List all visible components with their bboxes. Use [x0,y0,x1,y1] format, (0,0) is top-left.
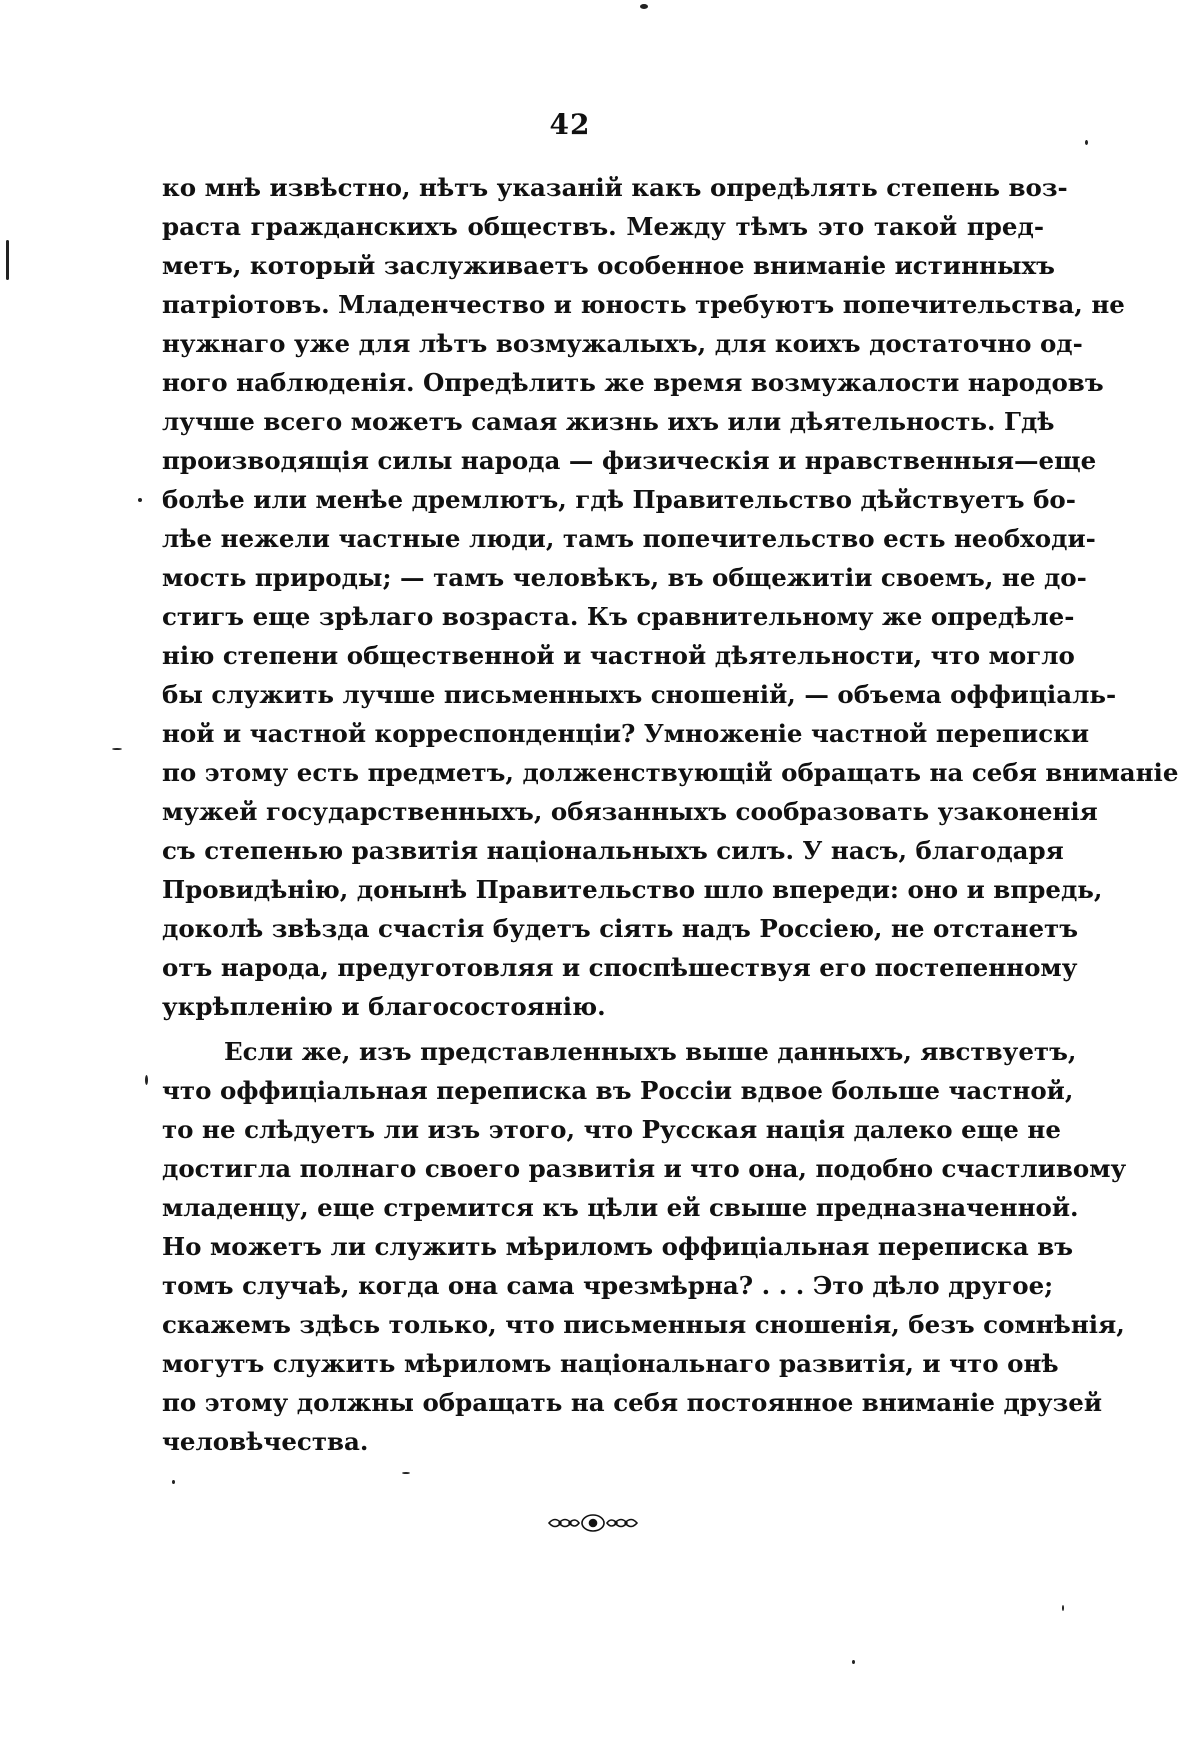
text-line: ной и частной корреспонденціи? Умноженіе частной переписки [162,719,1090,748]
text-line: то не слѣдуетъ ли изъ этого, что Русская нація далеко еще не [162,1115,1061,1144]
text-line: томъ случаѣ, когда она сама чрезмѣрна? . . . Это дѣло другое; [162,1271,1054,1300]
ink-speck [145,1075,148,1085]
text-line: метъ, который заслуживаетъ особенное вниманіе истинныхъ [162,251,1055,280]
text-line: лѣе нежели частные люди, тамъ попечительство есть необходи- [162,524,1096,553]
text-line: нію степени общественной и частной дѣятельности, что могло [162,641,1075,670]
text-line: мужей государственныхъ, обязанныхъ сообразовать узаконенія [162,797,1098,826]
text-line: что оффиціальная переписка въ Россіи вдвое больше частной, [162,1076,1074,1105]
ink-speck [852,1660,855,1664]
text-line: человѣчества. [162,1427,369,1456]
ink-speck [112,748,122,750]
text-line: патріотовъ. Младенчество и юность требуютъ попечительства, не [162,290,1125,319]
text-line: младенцу, еще стремится къ цѣли ей свыше предназначенной. [162,1193,1079,1222]
body-text [162,168,1178,1461]
ink-speck [1062,1605,1064,1611]
floral-ornament-icon [545,1510,641,1536]
ink-speck [1085,140,1088,145]
text-line: лучше всего можетъ самая жизнь ихъ или дѣятельность. Гдѣ [162,407,1055,436]
text-line: ко мнѣ извѣстно, нѣтъ указаній какъ опредѣлять степень воз- [162,173,1068,202]
text-line: могутъ служить мѣриломъ національнаго развитія, и что онѣ [162,1349,1059,1378]
ink-speck [138,498,142,502]
text-line: скажемъ здѣсь только, что письменныя сношенія, безъ сомнѣнія, [162,1310,1125,1339]
text-line: достигла полнаго своего развитія и что она, подобно счастливому [162,1154,1127,1183]
text-line: стигъ еще зрѣлаго возраста. Къ сравнительному же опредѣле- [162,602,1075,631]
paragraph-1 [162,168,1178,1026]
text-line: болѣе или менѣе дремлютъ, гдѣ Правительство дѣйствуетъ бо- [162,485,1076,514]
text-line: по этому должны обращать на себя постоянное вниманіе друзей [162,1388,1102,1417]
text-line: отъ народа, предуготовляя и споспѣшествуя его постепенному [162,953,1078,982]
paragraph-2 [162,1032,1127,1461]
ink-speck [6,240,9,280]
text-line: укрѣпленію и благосостоянію. [162,992,606,1021]
text-line: Провидѣнію, донынѣ Правительство шло впереди: оно и впредь, [162,875,1103,904]
text-line: ного наблюденія. Опредѣлить же время возмужалости народовъ [162,368,1104,397]
ink-speck [402,1472,410,1474]
text-line: производящія силы народа — физическія и нравственныя—еще [162,446,1097,475]
text-line: нужнаго уже для лѣтъ возмужалыхъ, для коихъ достаточно од- [162,329,1083,358]
page-number: 42 [549,108,591,141]
text-line: доколѣ звѣзда счастія будетъ сіять надъ Россіею, не отстанетъ [162,914,1079,943]
ink-speck [172,1480,175,1484]
text-line: по этому есть предметъ, долженствующій обращать на себя вниманіе [162,758,1178,787]
ink-speck [640,4,648,9]
text-line: мость природы; — тамъ человѣкъ, въ общежитіи своемъ, не до- [162,563,1087,592]
text-line: Если же, изъ представленныхъ выше данныхъ, явствуетъ, [224,1037,1077,1066]
text-line: Но можетъ ли служить мѣриломъ оффиціальная переписка въ [162,1232,1074,1261]
text-line: раста гражданскихъ обществъ. Между тѣмъ это такой пред- [162,212,1044,241]
text-line: бы служить лучше письменныхъ сношеній, — объема оффиціаль- [162,680,1117,709]
text-line: съ степенью развитія національныхъ силъ. У насъ, благодаря [162,836,1064,865]
